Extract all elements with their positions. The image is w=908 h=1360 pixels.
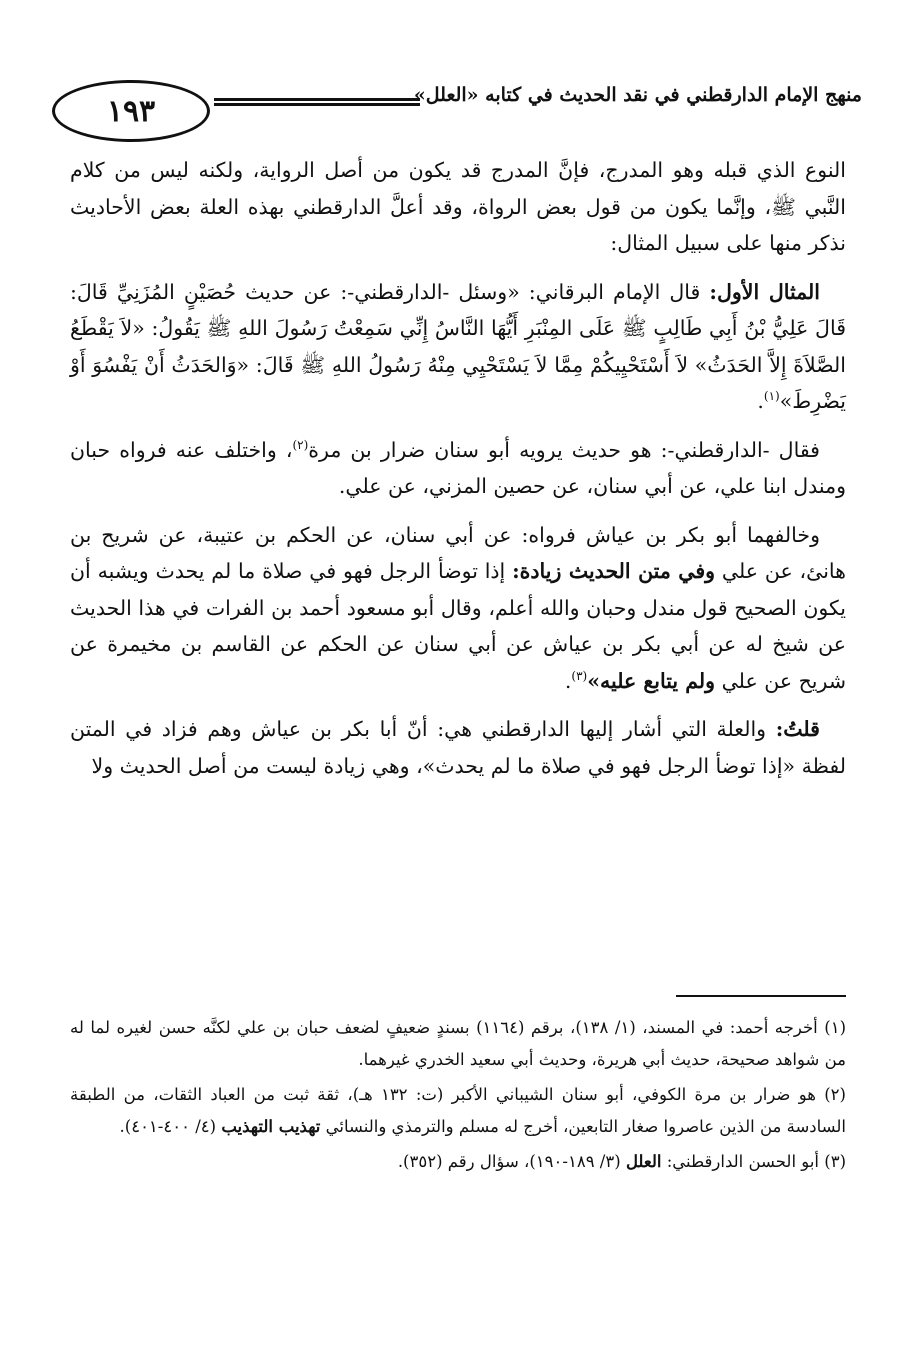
- footnote-ref-2: (٢): [292, 437, 309, 452]
- header-double-rule: [214, 98, 420, 106]
- footnote-2: [70, 1079, 846, 1142]
- example-label: المثال الأول:: [709, 279, 820, 304]
- intro-paragraph: النوع الذي قبله وهو المدرج، فإنَّ المدرج قد يكون من أصل الرواية، ولكنه ليس من كلام النَّبي ﷺ، وإنَّما يكون من قول بعض الرواة، وقد أعلَّ الدارقطني بهذه العلة بعض الأحاديث نذكر منها على سبيل المثال:: [70, 158, 846, 255]
- main-text: [70, 152, 846, 796]
- example-text: قال الإمام البرقاني: «وسئل -الدارقطني-: عن حديث حُصَيْنٍ المُزَنِيِّ قَالَ: قَالَ عَلِيُّ بْنُ أَبِي طَالِبٍ ﷺ عَلَى المِنْبَرِ أَيُّهَا النَّاسُ إِنِّي سَمِعْتُ رَسُولَ اللهِ ﷺ يَقُولُ: «لاَ يَقْطَعُ الصَّلاَةَ إِلاَّ الحَدَثُ» لاَ أَسْتَحْيِيكُمْ مِمَّا لاَ يَسْتَحْيِي مِنْهُ رَسُولُ اللهِ ﷺ قَالَ: «وَالحَدَثُ أَنْ يَفْسُوَ أَوْ يَضْرِطَ»: [70, 279, 846, 413]
- answer-text: فقال -الدارقطني-: هو حديث يرويه أبو سنان ضرار بن مرة: [308, 437, 820, 462]
- footnote-separator: [676, 995, 846, 997]
- footnote-book-title: العلل: [625, 1152, 662, 1171]
- footnote-ref-3: (٣): [571, 668, 588, 683]
- footnote-number: (٢): [824, 1085, 846, 1104]
- footnote-citation: (٣/ ١٨٩-١٩٠)، سؤال رقم (٣٥٢).: [397, 1152, 621, 1171]
- example-paragraph: المثال الأول: قال الإمام البرقاني: «وسئل -الدارقطني-: عن حديث حُصَيْنٍ المُزَنِيِّ قَالَ: قَالَ عَلِيُّ بْنُ أَبِي طَالِبٍ ﷺ عَلَى المِنْبَرِ أَيُّهَا النَّاسُ إِنِّي سَمِعْتُ رَسُولَ اللهِ ﷺ يَقُولُ: «لاَ يَقْطَعُ الصَّلاَةَ إِلاَّ الحَدَثُ» لاَ أَسْتَحْيِيكُمْ مِمَّا لاَ يَسْتَحْيِي مِنْهُ رَسُولُ اللهِ ﷺ قَالَ: «وَالحَدَثُ أَنْ يَفْسُوَ أَوْ يَضْرِطَ»$^{(١)}$.: [70, 279, 846, 413]
- footnote-text: هو ضرار بن مرة الكوفي، أبو سنان الشيباني الأكبر (ت: ١٣٢ هـ)، ثقة ثبت من العباد الثقات، من الطبقة السادسة من الذين عاصروا صغار التابعين، أخرج له مسلم والترمذي والنسائي: [70, 1085, 846, 1136]
- footnote-book-title: تهذيب التهذيب: [221, 1116, 321, 1136]
- not-followed-label: ولم يتابع عليه»: [587, 668, 716, 693]
- page-header: [46, 72, 862, 148]
- footnote-citation: (٤/ ٤٠٠-٤٠١).: [119, 1116, 217, 1136]
- footnote-3: [70, 1146, 846, 1178]
- footnote-text: أخرجه أحمد: في المسند، (١/ ١٣٨)، برقم (١١٦٤) بسندٍ ضعيفٍ لضعف حبان بن علي لكنَّه حسن لغيره لما له من شواهد صحيحة، حديث أبي هريرة، وحديث أبي سعيد الخدري غيرهما.: [70, 1018, 846, 1069]
- daraqutni-answer-paragraph: [70, 432, 846, 505]
- matn-addition-label: وفي متن الحديث زيادة:: [512, 559, 716, 583]
- footnote-number: (١): [824, 1018, 846, 1037]
- variant-text: وخالفهما أبو بكر بن عياش فرواه: عن أبي سنان، عن الحكم بن عتيبة، عن شريح بن هانئ، عن علي: [70, 522, 846, 583]
- qultu-label: قلتُ:: [775, 717, 820, 741]
- page-number: ١٩٣: [52, 80, 210, 142]
- footnotes: [70, 1012, 846, 1182]
- footnote-number: (٣): [824, 1152, 846, 1171]
- footnote-text: أبو الحسن الدارقطني:: [666, 1152, 819, 1171]
- footnote-1: [70, 1012, 846, 1075]
- answer-continuation: ، واختلف عنه فرواه حبان ومندل ابنا علي، عن أبي سنان، عن حصين المزني، عن علي.: [70, 437, 846, 498]
- running-title: منهج الإمام الدارقطني في نقد الحديث في كتابه «العلل»: [413, 84, 862, 106]
- author-comment-paragraph: [70, 711, 846, 784]
- footnote-ref-1: (١): [763, 389, 780, 404]
- author-comment-text: والعلة التي أشار إليها الدارقطني هي: أنّ أبا بكر بن عياش وهم فزاد في المتن لفظة «إذا توضأ الرجل فهو في صلاة ما لم يحدث»، وهي زيادة ليست من أصل الحديث ولا: [70, 717, 846, 778]
- variant-paragraph: وخالفهما أبو بكر بن عياش فرواه: عن أبي سنان، عن الحكم بن عتيبة، عن شريح بن هانئ، عن علي وفي متن الحديث زيادة: إذا توضأ الرجل فهو في صلاة ما لم يحدث ويشبه أن يكون الصحيح قول مندل وحبان والله أعلم، وقال أبو مسعود أحمد بن الفرات في هذا الحديث عن شيخ له عن أبي بكر بن عياش عن أبي سنان عن الحكم عن القاسم بن مخيمرة عن شريح عن علي ولم يتابع عليه»$^{(٣)}$.: [70, 522, 846, 693]
- variant-text-cont: إذا توضأ الرجل فهو في صلاة ما لم يحدث ويشبه أن يكون الصحيح قول مندل وحبان والله أعلم، وقال أبو مسعود أحمد بن الفرات في هذا الحديث عن شيخ له عن أبي بكر بن عياش عن أبي سنان عن الحكم عن القاسم بن مخيمرة عن شريح عن علي: [70, 559, 846, 693]
